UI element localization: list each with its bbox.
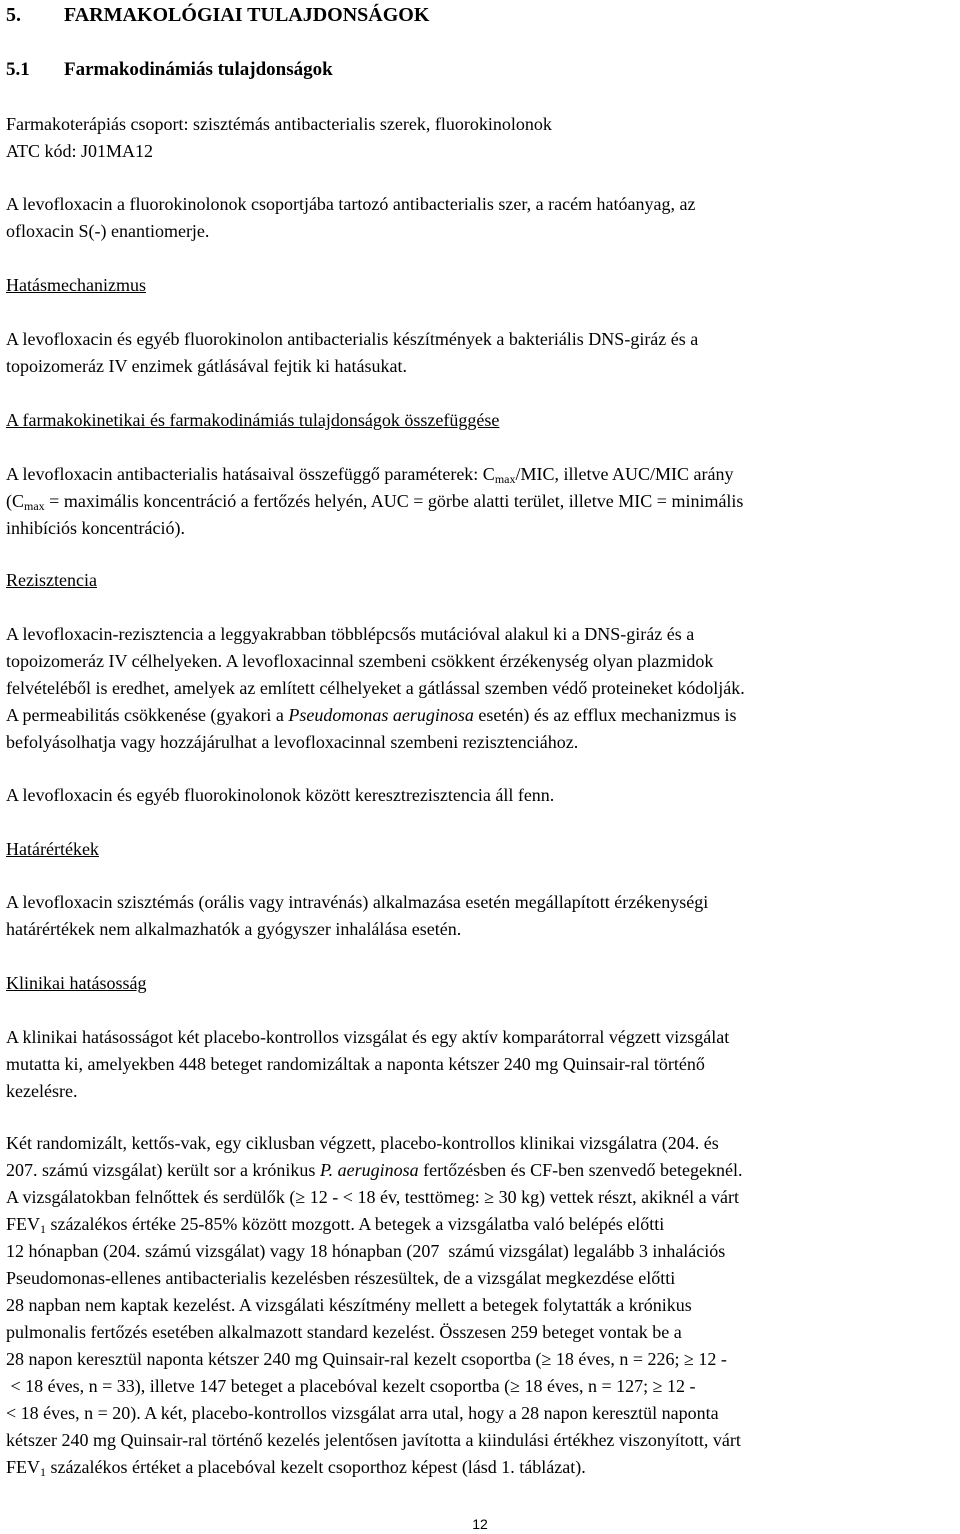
efficacy-line: FEV [6, 1214, 41, 1234]
intro-line: ofloxacin S(-) enantiomerje. [6, 221, 210, 241]
pkpd-text: inhibíciós koncentráció). [6, 518, 185, 538]
breakpoints-heading: Határértékek [6, 839, 99, 859]
subsection-heading [6, 56, 333, 83]
resistance-line: topoizomeráz IV célhelyeken. A levofloxacinnal szembeni csökkent érzékenység olyan plazmidok [6, 651, 714, 671]
fev1-subscript: 1 [40, 1222, 47, 1236]
cmax-subscript: max [24, 499, 45, 513]
efficacy-line: < 18 éves, n = 33), illetve 147 beteget a placebóval kezelt csoportba (≥ 18 éves, n = 127; ≥ 12 - [6, 1376, 696, 1396]
efficacy-paragraph-2 [6, 1130, 946, 1481]
pkpd-text: /MIC, illetve AUC/MIC arány [515, 464, 734, 484]
page-number: 12 [472, 1516, 488, 1532]
section-title: FARMAKOLÓGIAI TULAJDONSÁGOK [64, 4, 430, 26]
resistance-line: felvételéből is eredhet, amelyek az említett célhelyeket a gátlással szemben védő proteineket kódolják. [6, 678, 745, 698]
efficacy-line: Pseudomonas-ellenes antibacterialis kezelésben részesültek, de a vizsgálat megkezdése előtti [6, 1268, 676, 1288]
resistance-paragraph-2: A levofloxacin és egyéb fluorokinolonok között keresztrezisztencia áll fenn. [6, 785, 555, 805]
resistance-line: befolyásolhatja vagy hozzájárulhat a levofloxacinnal szembeni rezisztenciához. [6, 732, 579, 752]
pkpd-text: (C [6, 491, 24, 511]
resistance-line: A levofloxacin-rezisztencia a leggyakrabban többlépcsős mutációval alakul ki a DNS-giráz és a [6, 624, 695, 644]
intro-paragraph [6, 191, 946, 245]
efficacy-line: kezelésre. [6, 1081, 78, 1101]
mechanism-line: A levofloxacin és egyéb fluorokinolon antibacterialis készítmények a bakteriális DNS-giráz és a [6, 329, 699, 349]
section-heading [6, 2, 429, 29]
efficacy-line: százalékos értéke 25-85% között mozgott. A betegek a vizsgálatba való belépés előtti [46, 1214, 665, 1234]
organism-name: P. aeruginosa [319, 1160, 419, 1180]
efficacy-line: A vizsgálatokban felnőttek és serdülők (≥ 12 - < 18 év, testtömeg: ≥ 30 kg) vettek részt, akiknél a várt [6, 1187, 740, 1207]
subsection-number: 5.1 [6, 59, 30, 80]
breakpoints-paragraph [6, 889, 946, 943]
efficacy-line: pulmonalis fertőzés esetében alkalmazott standard kezelést. Összesen 259 beteget vontak be a [6, 1322, 682, 1342]
atc-code: ATC kód: J01MA12 [6, 141, 154, 161]
efficacy-line: 207. számú vizsgálat) került sor a krónikus [6, 1160, 320, 1180]
efficacy-heading: Klinikai hatásosság [6, 973, 147, 993]
efficacy-line: FEV [6, 1457, 41, 1477]
efficacy-line: 12 hónapban (204. számú vizsgálat) vagy 18 hónapban (207 számú vizsgálat) legalább 3 inhalációs [6, 1241, 726, 1261]
breakpoints-line: határértékek nem alkalmazhatók a gyógyszer inhalálása esetén. [6, 919, 462, 939]
resistance-paragraph-1 [6, 621, 946, 756]
efficacy-line: kétszer 240 mg Quinsair-ral történő kezelés jelentősen javította a kiindulási értékhez viszonyított, várt [6, 1430, 741, 1450]
breakpoints-line: A levofloxacin szisztémás (orális vagy intravénás) alkalmazása esetén megállapított érzékenységi [6, 892, 709, 912]
pharmacotherapeutic-group: Farmakoterápiás csoport: szisztémás antibacterialis szerek, fluorokinolonok [6, 114, 552, 134]
efficacy-line: 28 napon keresztül naponta kétszer 240 mg Quinsair-ral kezelt csoportba (≥ 18 éves, n = 226; ≥ 12 - [6, 1349, 727, 1369]
cmax-subscript: max [494, 472, 516, 486]
pkpd-paragraph [6, 461, 946, 542]
resistance-heading: Rezisztencia [6, 570, 97, 590]
pkpd-text: = maximális koncentráció a fertőzés helyén, AUC = görbe alatti terület, illetve MIC = minimális [44, 491, 744, 511]
efficacy-line: százalékos értéket a placebóval kezelt csoporthoz képest (lásd 1. táblázat). [46, 1457, 586, 1477]
pkpd-heading: A farmakokinetikai és farmakodinámiás tulajdonságok összefüggése [6, 410, 500, 430]
pharmacotherapeutic-paragraph [6, 111, 946, 165]
efficacy-line: A klinikai hatásosságot két placebo-kontrollos vizsgálat és egy aktív komparátorral végzett vizsgálat [6, 1027, 730, 1047]
resistance-line: A permeabilitás csökkenése (gyakori a [6, 705, 289, 725]
mechanism-line: topoizomeráz IV enzimek gátlásával fejtik ki hatásukat. [6, 356, 408, 376]
intro-line: A levofloxacin a fluorokinolonok csoportjába tartozó antibacterialis szer, a racém hatóanyag, az [6, 194, 696, 214]
mechanism-heading: Hatásmechanizmus [6, 275, 146, 295]
fev1-subscript: 1 [40, 1465, 47, 1479]
efficacy-line: mutatta ki, amelyekben 448 beteget randomizáltak a naponta kétszer 240 mg Quinsair-ral történő [6, 1054, 705, 1074]
organism-name: Pseudomonas aeruginosa [288, 705, 474, 725]
efficacy-line: 28 napban nem kaptak kezelést. A vizsgálati készítmény mellett a betegek folytatták a krónikus [6, 1295, 692, 1315]
resistance-line: esetén) és az efflux mechanizmus is [473, 705, 737, 725]
efficacy-paragraph-1 [6, 1024, 946, 1105]
subsection-title: Farmakodinámiás tulajdonságok [64, 59, 333, 80]
pkpd-text: A levofloxacin antibacterialis hatásaival összefüggő paraméterek: C [6, 464, 495, 484]
section-number: 5. [6, 4, 21, 26]
mechanism-paragraph [6, 326, 946, 380]
efficacy-line: fertőzésben és CF-ben szenvedő betegeknél. [418, 1160, 743, 1180]
efficacy-line: Két randomizált, kettős-vak, egy ciklusban végzett, placebo-kontrollos klinikai vizsgálatra (204. és [6, 1133, 719, 1153]
efficacy-line: < 18 éves, n = 20). A két, placebo-kontrollos vizsgálat arra utal, hogy a 28 napon keresztül naponta [6, 1403, 719, 1423]
